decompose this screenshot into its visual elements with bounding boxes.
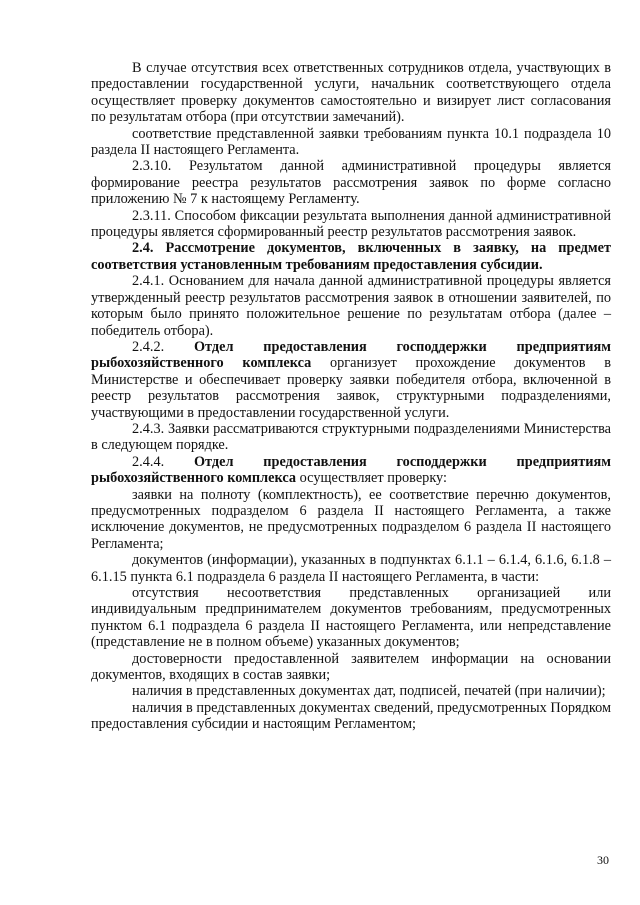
paragraph-documents-check (91, 552, 611, 585)
paragraph-text: 2.4.1. Основанием для начала данной административной процедуры является утвержденный реестр результатов рассмотрения заявок в отношении заявителей, по которым было принято положительное решение по результатам отбора (далее – победитель отбора). (91, 273, 611, 339)
paragraph-text: достоверности предоставленной заявителем информации на основании документов, входящих в состав заявки; (91, 650, 611, 684)
page-number: 30 (597, 853, 609, 867)
paragraph-2-3-11 (91, 208, 611, 241)
paragraph-text: 2.3.11. Способом фиксации результата выполнения данной административной процедуры является сформированный реестр результатов рассмотрения заявок. (91, 207, 611, 241)
paragraph-2-4-4 (91, 454, 611, 487)
paragraph-completeness-check (91, 487, 611, 553)
paragraph-required-information (91, 700, 611, 733)
paragraph-absence-of-staff (91, 60, 611, 126)
paragraph-text: 2.3.10. Результатом данной административной процедуры является формирование реестра результатов рассмотрения заявок по форме согласно приложению № 7 к настоящему Регламенту. (91, 158, 611, 208)
department-name: Отдел предоставления господдержки предприятиям рыбохозяйственного комплекса (91, 453, 611, 487)
paragraph-absence-of-mismatch (91, 585, 611, 651)
paragraph-text: заявки на полноту (комплектность), ее соответствие перечню документов, предусмотренных подразделом 6 раздела II настоящего Регламента, а также исключение документов, не предусмотренных подразделом 6 раздела II настоящего Регламента; (91, 486, 611, 552)
paragraph-text: отсутствия несоответствия представленных организацией или индивидуальным предпринимателем документов требованиям, предусмотренных пунктом 6.1 подраздела 6 раздела II настоящего Регламента, или непредставление (представление не в полном объеме) указанных документов; (91, 585, 611, 651)
paragraph-text: организует прохождение документов в Министерстве и обеспечивает проверку заявки победителя отбора, включенной в реестр результатов рассмотрения заявок, структурными подразделениями, участвующими в предоставлении государственной услуги. (91, 355, 611, 421)
paragraph-text: 2.4.3. Заявки рассматриваются структурными подразделениями Министерства в следующем порядке. (91, 420, 611, 454)
heading-text: 2.4. Рассмотрение документов, включенных в заявку, на предмет соответствия установленным требованиям предоставления субсидии. (91, 240, 611, 273)
paragraph-reliability (91, 651, 611, 684)
paragraph-text: осуществляет проверку: (296, 470, 447, 487)
department-name: Отдел предоставления господдержки предприятиям рыбохозяйственного комплекса (91, 338, 611, 372)
paragraph-text: соответствие представленной заявки требованиям пункта 10.1 подраздела 10 раздела II настоящего Регламента. (91, 125, 611, 159)
paragraph-text: В случае отсутствия всех ответственных сотрудников отдела, участвующих в предоставлении государственной услуги, начальник соответствующего отдела осуществляет проверку документов самостоятельно и визирует лист согласования по результатам отбора (при отсутствии замечаний). (91, 60, 611, 126)
paragraph-text: наличия в представленных документах сведений, предусмотренных Порядком предоставления субсидии и настоящим Регламентом; (91, 699, 611, 733)
paragraph-2-3-10 (91, 158, 611, 207)
paragraph-text: документов (информации), указанных в подпунктах 6.1.1 – 6.1.4, 6.1.6, 6.1.8 – 6.1.15 пункта 6.1 подраздела 6 раздела II настоящего Регламента, в части: (91, 552, 611, 585)
paragraph-compliance-10-1 (91, 126, 611, 159)
document-body (91, 60, 611, 733)
paragraph-2-4-2 (91, 339, 611, 421)
paragraph-number: 2.4.2. (132, 338, 194, 355)
paragraph-number: 2.4.4. (132, 453, 194, 470)
paragraph-2-4-1 (91, 273, 611, 339)
paragraph-text: наличия в представленных документах дат, подписей, печатей (при наличии); (132, 683, 606, 700)
section-heading-2-4 (91, 240, 611, 273)
paragraph-dates-signatures (91, 683, 611, 699)
paragraph-2-4-3 (91, 421, 611, 454)
